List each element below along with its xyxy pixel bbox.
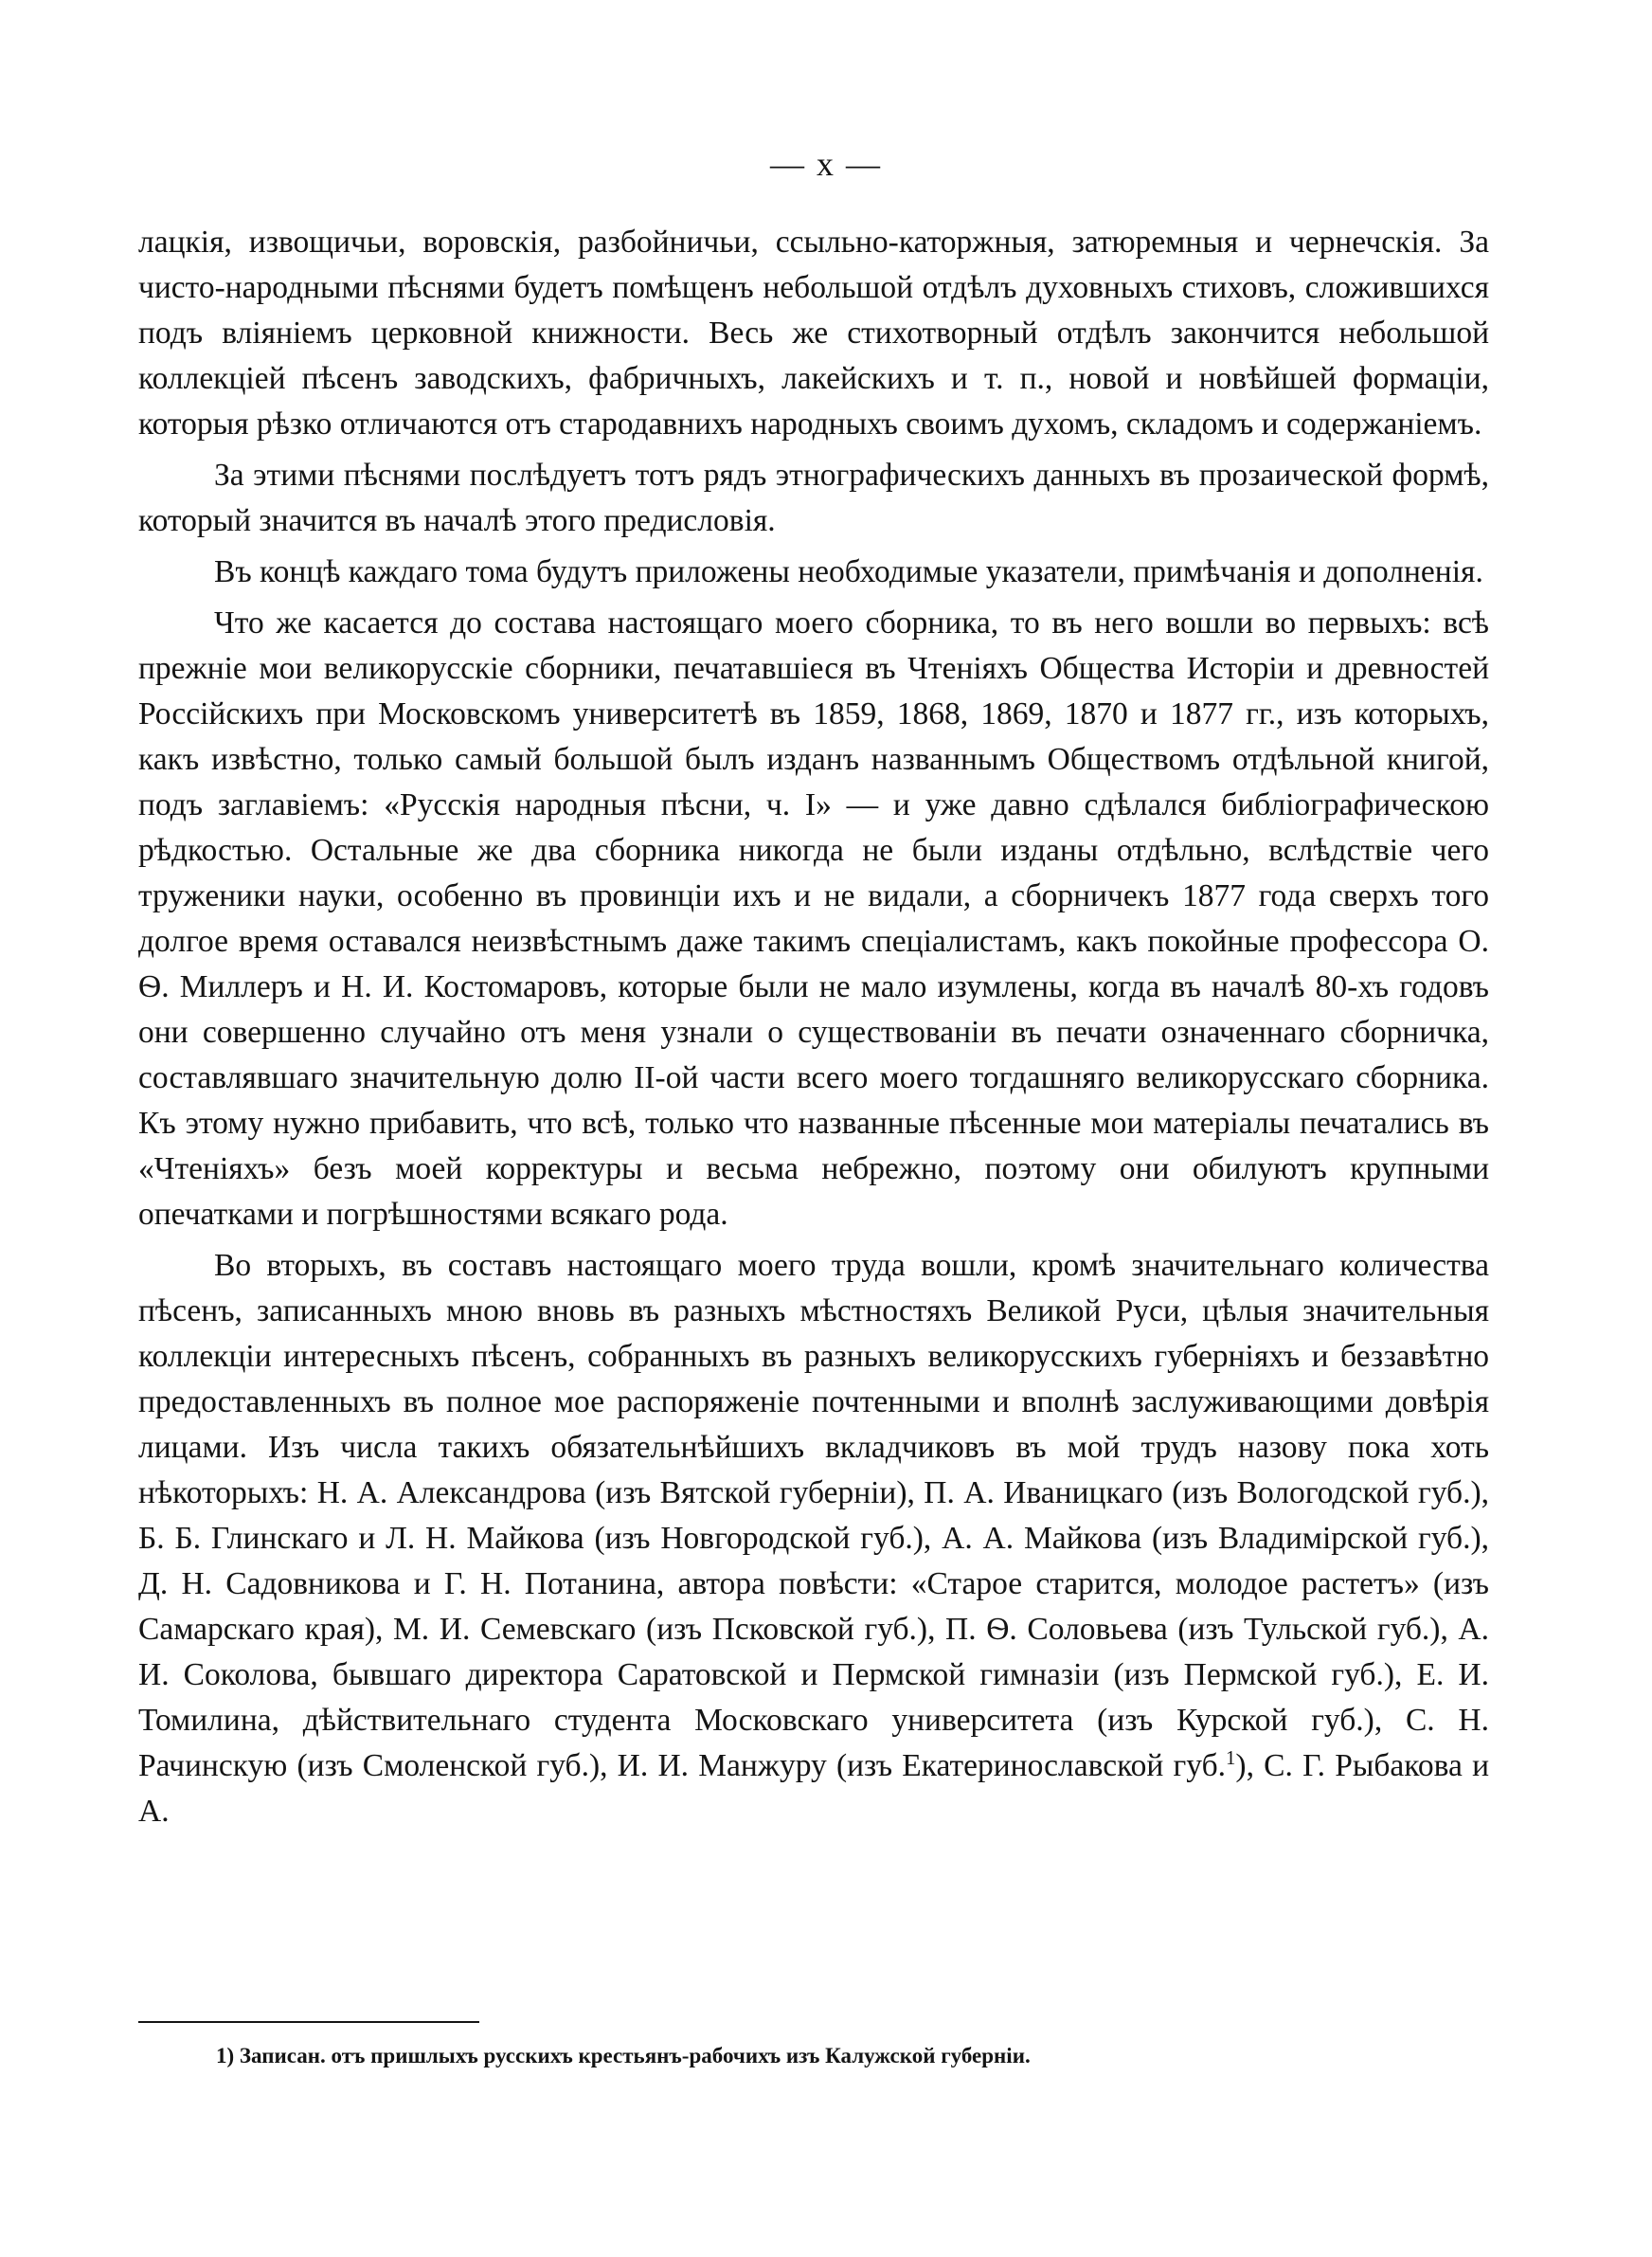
footnote-marker: 1 <box>1226 1746 1236 1769</box>
page-number: — x — <box>770 145 882 183</box>
paragraph-tail: ), С. Г. Рыбакова и А. <box>138 1748 1489 1829</box>
footnote-divider <box>138 2021 479 2023</box>
paragraph-with-footnote-ref <box>138 1243 1489 1834</box>
paragraph: лацкія, извощичьи, воровскія, разбойничьи, ссыльно-каторжныя, затюремныя и чернечскія. За чисто-народными пѣснями будетъ помѣщенъ небольшой отдѣлъ духовныхъ стиховъ, сложившихся подъ вліяніемъ церковной книжности. Весь же стихотворный отдѣлъ закончится небольшой коллекціей пѣсенъ заводскихъ, фабричныхъ, лакейскихъ и т. п., новой и новѣйшей формаціи, которыя рѣзко отличаются отъ стародавнихъ народныхъ своимъ духомъ, складомъ и содержаніемъ. <box>138 225 1489 442</box>
footnote: 1) Записан. отъ пришлыхъ русскихъ крестьянъ-рабочихъ изъ Калужской губерніи. <box>216 2044 1031 2067</box>
paragraph: Въ концѣ каждаго тома будутъ приложены необходимые указатели, примѣчанія и дополненія. <box>214 554 1483 589</box>
paragraph-text: Во вторыхъ, въ составъ настоящаго моего труда вошли, кромѣ значительнаго количества пѣсенъ, записанныхъ мною вновь въ разныхъ мѣстностяхъ Великой Руси, цѣлыя значительныя коллекціи интересныхъ пѣсенъ, собранныхъ въ разныхъ великорусскихъ губерніяхъ и беззавѣтно предоставленныхъ въ полное мое распоряженіе почтенными и вполнѣ заслуживающими довѣрія лицами. Изъ числа такихъ обязательнѣйшихъ вкладчиковъ въ мой трудъ назову пока хоть нѣкоторыхъ: Н. А. Александрова (изъ Вятской губерніи), П. А. Иваницкаго (изъ Вологодской губ.), Б. Б. Глинскаго и Л. Н. Майкова (изъ Новгородской губ.), А. А. Майкова (изъ Владимірской губ.), Д. Н. Садовникова и Г. Н. Потанина, автора повѣсти: «Старое старится, молодое растетъ» (изъ Самарскаго края), М. И. Семевскаго (изъ Псковской губ.), П. Ѳ. Соловьева (изъ Тульской губ.), А. И. Соколова, бывшаго директора Саратовской и Пермской гимназіи (изъ Пермской губ.), Е. И. Томилина, дѣйствительнаго студента Московскаго университета (изъ Курской губ.), С. Н. Рачинскую (изъ Смоленской губ.), И. И. Манжуру (изъ Екатеринославской губ. <box>138 1248 1489 1783</box>
body-text <box>138 220 1489 1840</box>
paragraph: За этими пѣснями послѣдуетъ тотъ рядъ этнографическихъ данныхъ въ прозаической формѣ, который значится въ началѣ этого предисловія. <box>138 458 1489 538</box>
paragraph: Что же касается до состава настоящаго моего сборника, то въ него вошли во первыхъ: всѣ прежніе мои великорусскіе сборники, печатавшіеся въ Чтеніяхъ Общества Исторіи и древностей Россійскихъ при Московскомъ университетѣ въ 1859, 1868, 1869, 1870 и 1877 гг., изъ которыхъ, какъ извѣстно, только самый большой былъ изданъ названнымъ Обществомъ отдѣльной книгой, подъ заглавіемъ: «Русскія народныя пѣсни, ч. I» — и уже давно сдѣлался библіографическою рѣдкостью. Остальные же два сборника никогда не были изданы отдѣльно, вслѣдствіе чего труженики науки, особенно въ провинціи ихъ и не видали, а сборничекъ 1877 года сверхъ того долгое время оставался неизвѣстнымъ даже такимъ спеціалистамъ, какъ покойные профессора О. Ѳ. Миллеръ и Н. И. Костомаровъ, которые были не мало изумлены, когда въ началѣ 80-хъ годовъ они совершенно случайно отъ меня узнали о существованіи въ печати означеннаго сборничка, составлявшаго значительную долю II-ой части всего моего тогдашняго великорусскаго сборника. Къ этому нужно прибавить, что всѣ, только что названные пѣсенные мои матеріалы печатались въ «Чтеніяхъ» безъ моей корректуры и весьма небрежно, поэтому они обилуютъ крупными опечатками и погрѣшностями всякаго рода. <box>138 605 1489 1232</box>
